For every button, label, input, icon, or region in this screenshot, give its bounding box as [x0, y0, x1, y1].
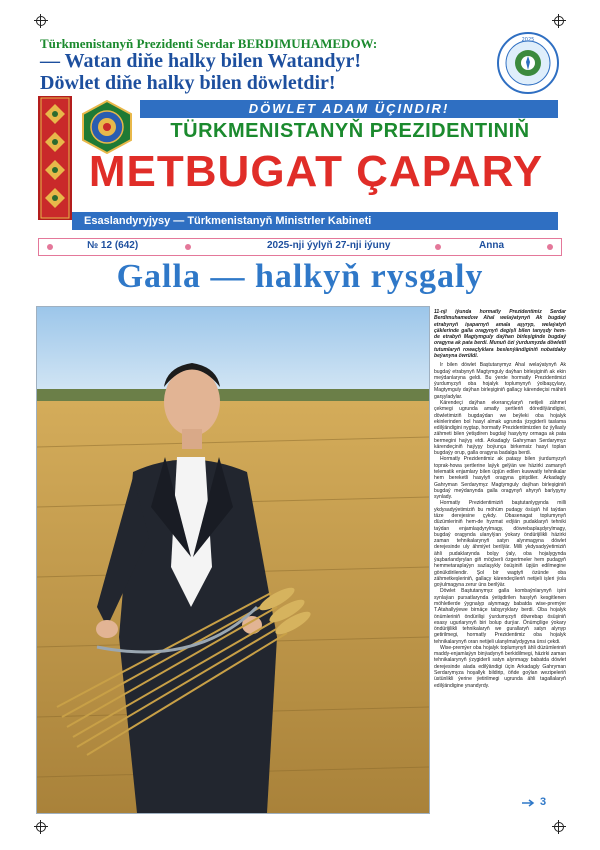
publisher-bar	[72, 212, 558, 230]
bullet-icon	[547, 244, 553, 250]
article-paragraph: Hormatly Prezidentimiz ak pataşy bilen ýurdumyzyň toprak-howa şertlerine laýyk gelýän we häzirki zamanyň telematik enjamlary bilen üpjün edilen kuwwatly tehnikalar hem bereketli hasylyň oragyna girişdiler. Arkadagly Gahryman Serdarymyz Magtymguly daýhan birleşiginiň bugdaý meýdanynda galla oragynyň ahyryň barlyşyny synlady.	[434, 456, 566, 501]
issue-info-bar	[38, 238, 562, 256]
article-lead: 11-nji iýunda hormatly Prezidentimiz Serdar Berdimuhamedow Ahal welaýatynyň Ak bugdaý etrabynyň işaparnyň amala aşyryp, welaýatyň çäklerinde galla oragynyň degişli bilen tanyşdy hem-de etrabyň Magtymguly daýhan birleşiginde bugdaý oragyna ak pata berdi. Munuň özi ýurdumyzda döwletli tutumlaryň rowaçlyklara beslenýändiginiň nobatdaky beýanyna öwrüldi.	[434, 309, 566, 359]
carpet-ornament-icon	[38, 96, 72, 220]
article-paragraph: Ir bilen döwlet Baştutanymyz Ahal welaýatynyň Ak bugdaý etrabynyň Magtymguly daýhan birleşiginiň ak ekin meýdanlaryna geldi. Bu ýerde hormatly Prezidentimizi ýurdumyzyň oba hojalyk toplumynyň ýolbaşçylary, Magtymguly daýhan birleşiginiň gallaçy kärendeçisi mähirli garşyladylar.	[434, 362, 566, 400]
neutrality-emblem-icon	[497, 32, 559, 94]
registration-mark	[34, 14, 48, 28]
article-paragraph: Wise-premýer oba hojalyk toplumynyň ähli düzümleriniň maddy-enjamlaýyn binýadynyň berkidilmegi, häzirki zaman tehnikalarynyň ýzygiderli satyn alynmagy babatda döwlet derejesinde alada edilýändigi üçin Arkadagly Gahryman Serdarymyza hoşallyk bildirip, öňde goýlan wezipeleriň üstünlikli ýerine ýetirilmegi ugrunda ähli tagallalaryň edilýändigine ynandyrdy.	[434, 644, 566, 689]
registration-mark	[34, 820, 48, 834]
issue-weekday: Anna	[479, 240, 504, 251]
article-paragraph: Hormatly Prezidentimiziň baştutanlygynda milli ykdysadyýetimiziň bu möhüm pudagy ösüşiň hil taýdan täze derejesine çykdy. Obasenagat toplumynyň düzümleriniň hem-de hyzmat edýän pudaklaryň tehniki taýdan enjamlaşdyrylmagy, döwrebaplaşdyrylmagy, bugdaý oragynda ulanylýan ýokary öndürijilikli häzirki zaman tehnikalarynyň satyn alynmagyna döwlet derejesinde uly ähmiýet berilýär. Milli ykdysadyýetimiziň ähli pudaklarynda bolşy ýaly, oba hojalygynda ýaşbarlandyrylan giň möçberli özgertmeler hem pudagyň hemmetaraplaýyn sazlaşykly ösüşiniň üpjün edilmegine gönükdirilendir. Şol bir wagtyň özünde oba zähmetkeşleriniň, gallaçy kärendeçileriň netijeli işleri ýola goýulmagyna zerur üns berilýär.	[434, 500, 566, 589]
registration-mark	[552, 820, 566, 834]
bullet-icon	[435, 244, 441, 250]
article-paragraph: Döwlet Baştutanymyz galla kombaýnlarynyň işini synlaýan pursatlarynda ýetişdirilen hasylyň kesgitlenen möhletlerde ýygnalyp alynmagy babatda wise-premýer T.Atahallyýewe birnäçe tabşyryklary berdi. Oba hojalyk önümleriniň öndürilişi ýurdumyzyň döwrebap ösüşiniň esasy ugurlarynyň biri bolup durýar. Önümçilige ýokary öndürijilikli tehnikalaryň we gurallaryň satyn alynyp getirilmegi, hormatly Prezidentimiz oba hojalyk tehnikalarynyň oran netijeli ulanylmalydygyna ünsi çekdi.	[434, 588, 566, 645]
motto-attribution: Türkmenistanyň Prezidenti Serdar BERDIMUHAMEDOW:	[40, 36, 378, 51]
masthead-title: METBUGAT ÇAPARY	[88, 147, 544, 196]
continued-page-number[interactable]: 3	[540, 796, 547, 808]
wheat-field-photo	[36, 306, 430, 814]
masthead-kicker: TÜRKMENISTANYŇ PREZIDENTINIŇ	[170, 120, 530, 142]
publisher-text: Esaslandyryjysy — Türkmenistanyň Ministrler Kabineti	[84, 215, 372, 227]
bullet-icon	[185, 244, 191, 250]
svg-text:2025: 2025	[521, 37, 535, 43]
article-body	[434, 309, 566, 689]
arrow-right-icon	[522, 799, 536, 807]
slogan-text: DÖWLET ADAM ÜÇINDIR!	[248, 101, 450, 116]
article-headline: Galla — halkyň rysgaly	[116, 258, 484, 295]
registration-mark	[552, 14, 566, 28]
issue-number: № 12 (642)	[87, 240, 139, 251]
motto-line-1: — Watan diňe halky bilen Watandyr!	[40, 50, 362, 72]
motto-line-2: Döwlet diňe halky bilen döwletdir!	[40, 72, 336, 94]
article-paragraph: Kärendeçi daýhan ekerançylaryň netijeli zähmet çekmegi ugrunda amatly şertleriň döredilýändigini, döwletimiziň bugdaýdan we beýleki oba hojalyk ekinlerinden bol hasyl almak ugrunda ýzygiderli taslama edilýändigini nygtap, hormatly Prezidentimizden öz ýyllasly zähmeti bilen ýetişdiren bugdaý hasylyny ormaga ak pata bermegini haýyş etdi. Arkadagly Gahryman Serdarymyz kärendeçiniň haýyşy boýunça birkemsiz hasyl toplan bugdaýy orup, galla oragyna badalga berdi.	[434, 399, 566, 457]
issue-date: 2025-nji ýylyň 27-nji iýuny	[267, 240, 391, 251]
bullet-icon	[47, 244, 53, 250]
slogan-bar	[140, 100, 558, 118]
